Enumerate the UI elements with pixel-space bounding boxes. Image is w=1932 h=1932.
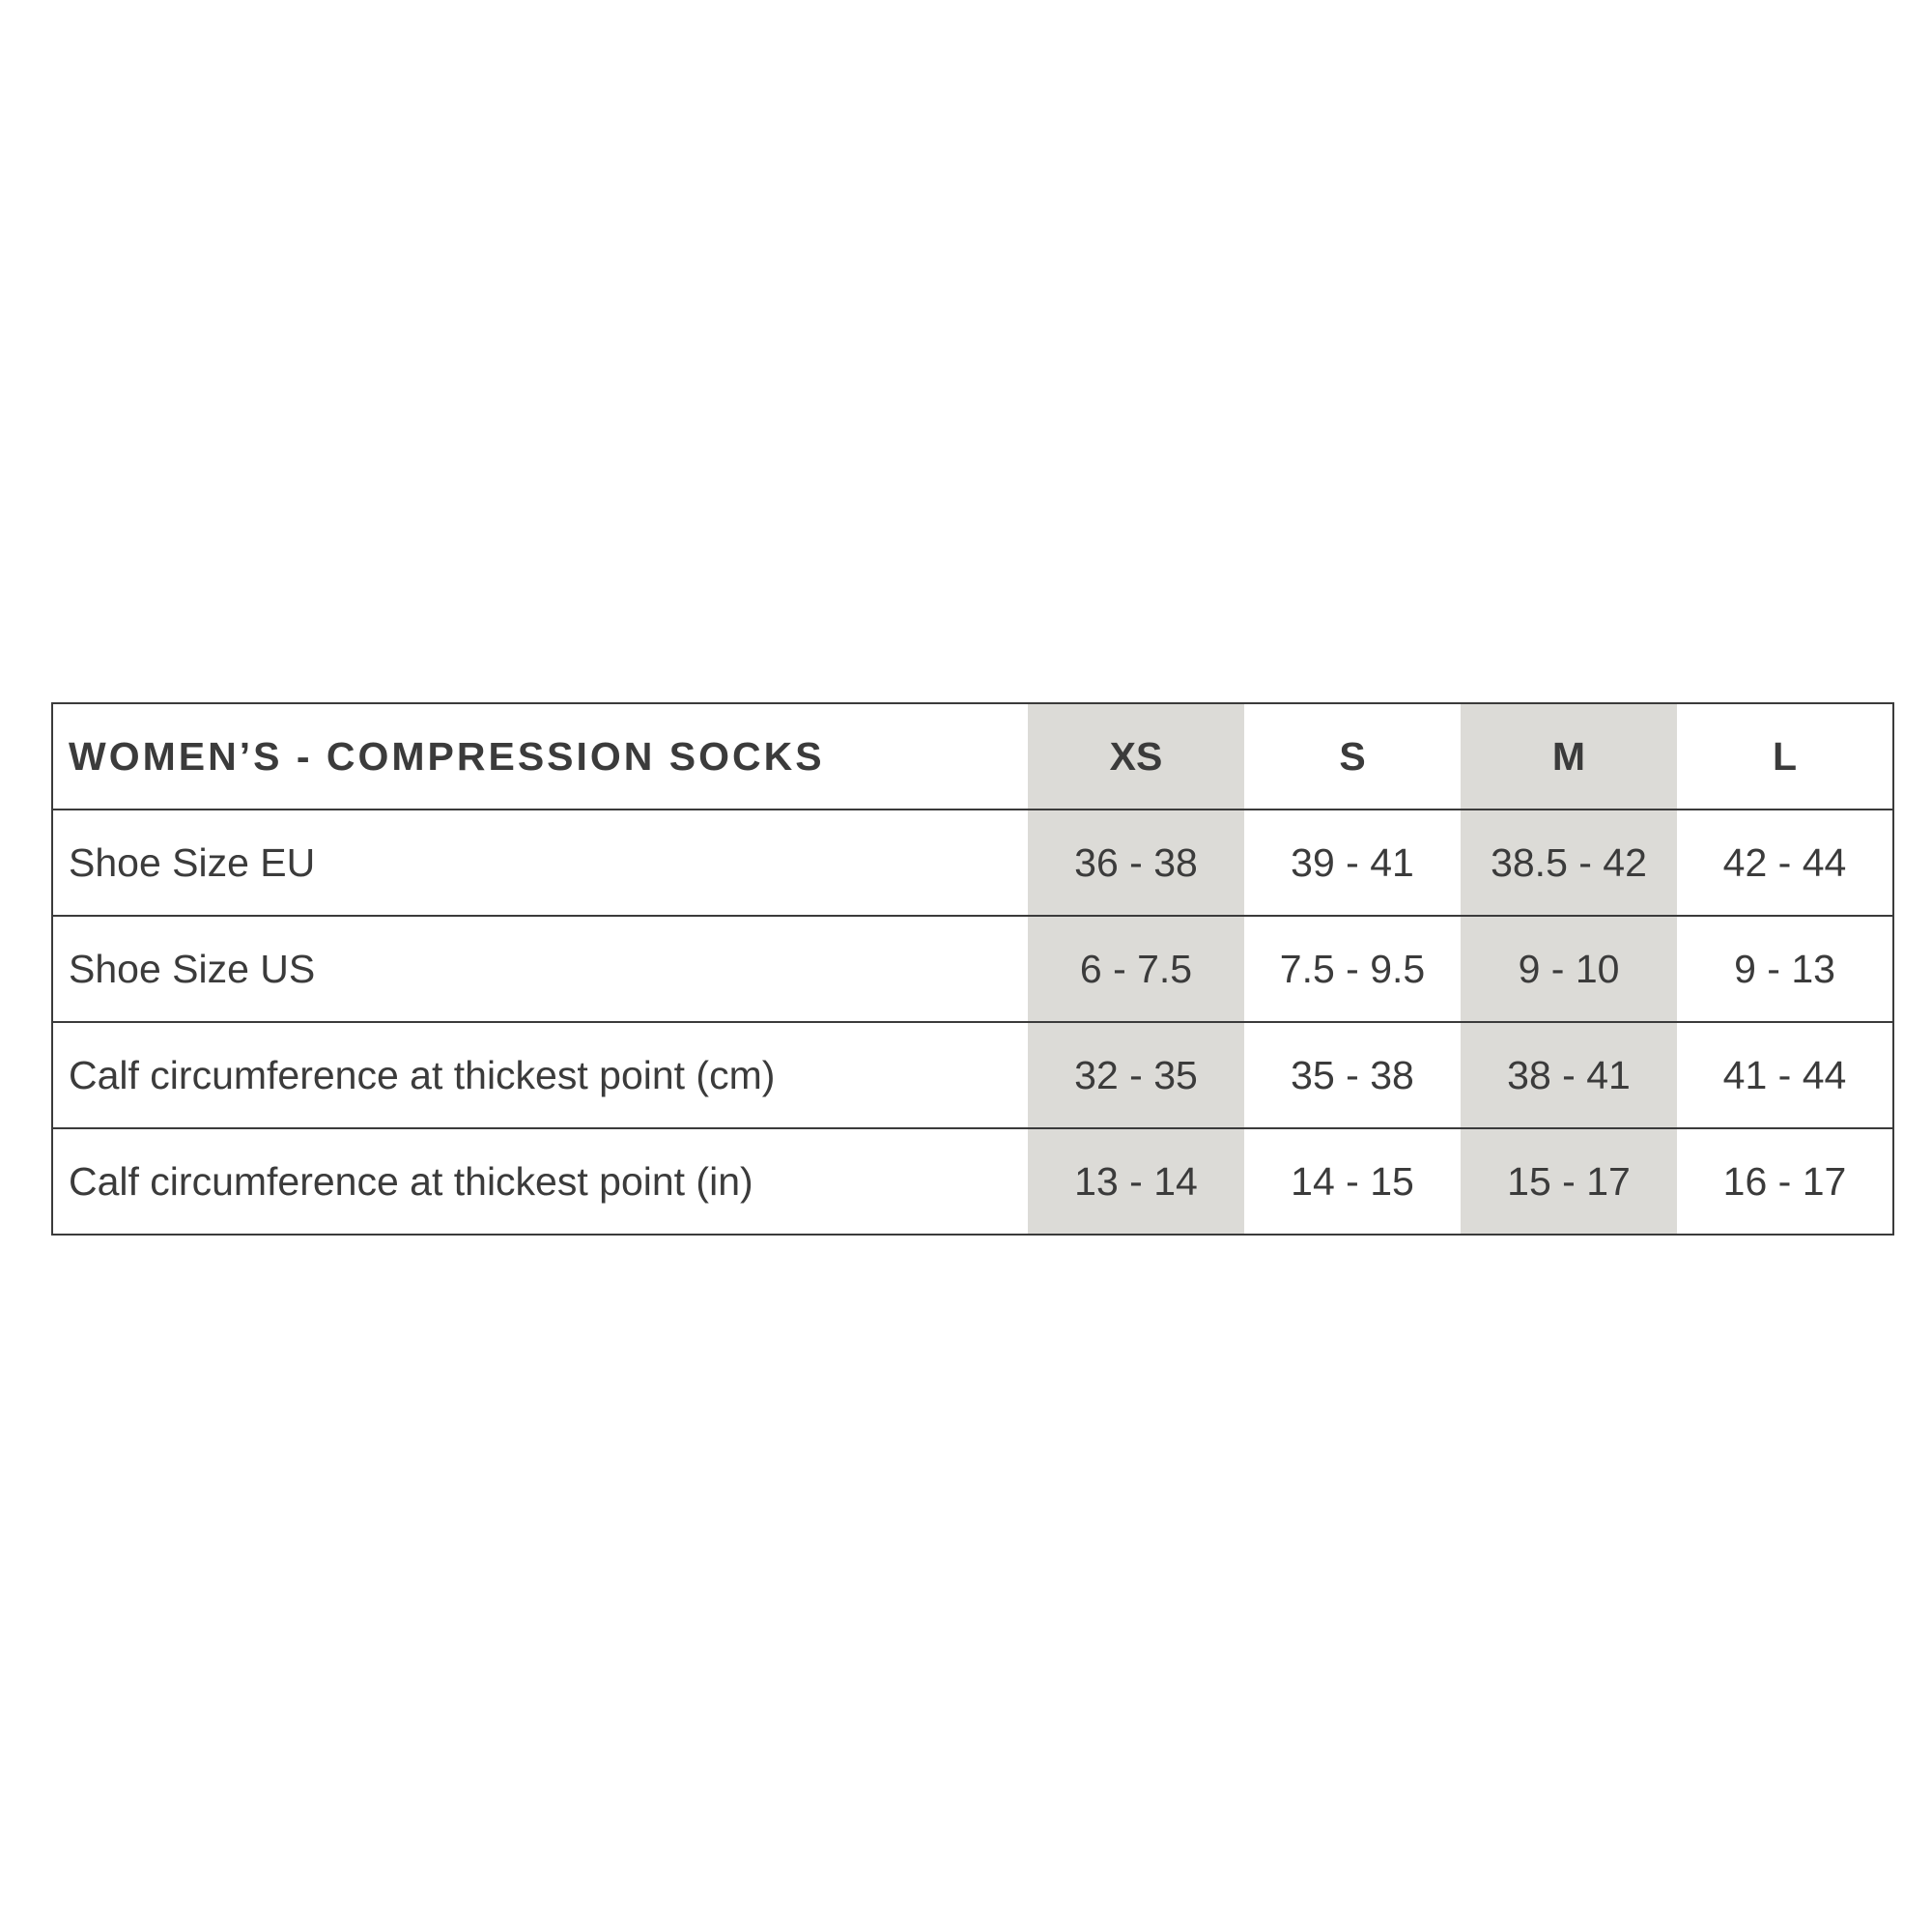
table-cell: 9 - 10 <box>1461 916 1677 1022</box>
table-cell: 7.5 - 9.5 <box>1244 916 1461 1022</box>
size-header-l: L <box>1677 703 1893 810</box>
row-label: Calf circumference at thickest point (in) <box>69 1158 753 1204</box>
table-header-row <box>52 703 1893 810</box>
table-row <box>52 1128 1893 1235</box>
table-cell: 38 - 41 <box>1461 1022 1677 1128</box>
table-title: WOMEN’S - COMPRESSION SOCKS <box>52 703 1028 810</box>
size-chart-table <box>51 702 1894 1236</box>
table-cell: 14 - 15 <box>1291 1158 1414 1204</box>
row-label: Calf circumference at thickest point (cm) <box>52 1022 1028 1128</box>
table-row <box>52 810 1893 916</box>
size-header-xs: XS <box>1028 703 1244 810</box>
table-cell: 13 - 14 <box>1028 1128 1244 1235</box>
row-label: Shoe Size EU <box>52 810 1028 916</box>
table-cell: 15 - 17 <box>1461 1128 1677 1235</box>
table-cell: 42 - 44 <box>1677 810 1893 916</box>
table-cell: 9 - 13 <box>1677 916 1893 1022</box>
table-cell: 41 - 44 <box>1677 1022 1893 1128</box>
size-header-s: S <box>1244 703 1461 810</box>
table-cell: 36 - 38 <box>1028 810 1244 916</box>
table-cell: 6 - 7.5 <box>1028 916 1244 1022</box>
table-cell: 35 - 38 <box>1244 1022 1461 1128</box>
row-label: Shoe Size US <box>52 916 1028 1022</box>
table-row <box>52 916 1893 1022</box>
size-header-m: M <box>1461 703 1677 810</box>
table-cell: 16 - 17 <box>1722 1158 1847 1204</box>
table-cell: 38.5 - 42 <box>1461 810 1677 916</box>
table-cell: 32 - 35 <box>1028 1022 1244 1128</box>
table-row <box>52 1022 1893 1128</box>
table-cell: 39 - 41 <box>1244 810 1461 916</box>
